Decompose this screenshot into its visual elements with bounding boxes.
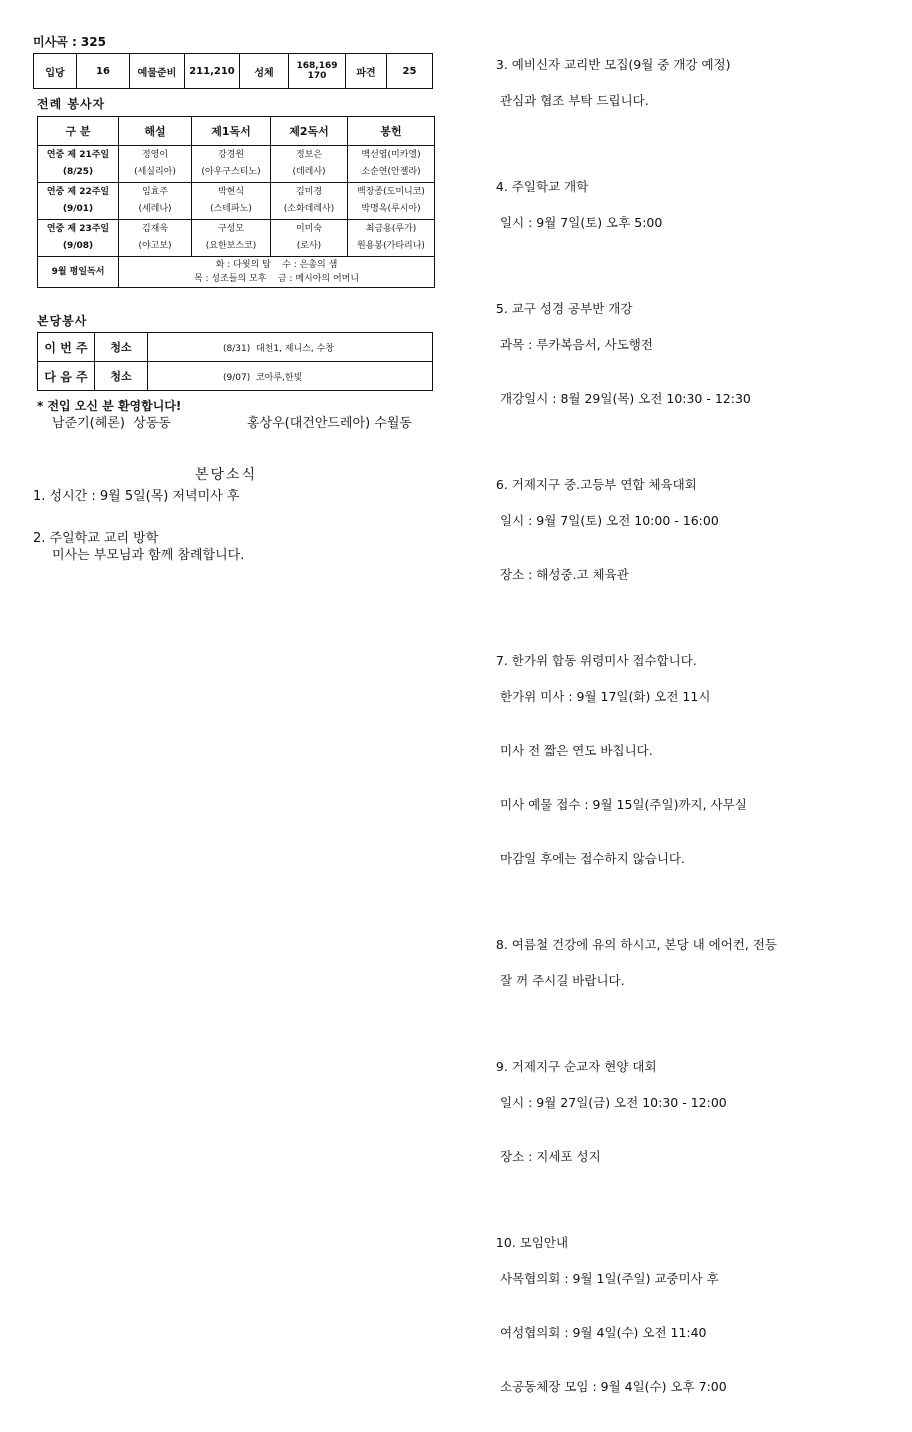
weekday-reading-line-2: 목 : 성조들의 모후 금 : 메시아의 어머니 xyxy=(193,274,360,284)
news-item-detail: 사목협의회 : 9월 1일(주일) 교중미사 후 xyxy=(500,1271,719,1286)
reader2-name: 김미경 xyxy=(295,187,323,197)
prep-value: 25 xyxy=(387,54,433,89)
prep-label: 입당 xyxy=(34,54,77,89)
weekday-reading-label: 9월 평일독서 xyxy=(38,257,119,288)
news-item-detail: 소공동체장 모임 : 9월 4일(수) 오후 7:00 xyxy=(500,1379,727,1394)
reader1-baptismal: (아우구스티노) xyxy=(201,167,261,177)
reader1-baptismal: (요한보스코) xyxy=(205,241,257,251)
news-item-detail: 잘 꺼 주시길 바랍니다. xyxy=(500,973,625,988)
news-item xyxy=(480,918,900,1026)
news-item-detail: 장소 : 지세포 성지 xyxy=(500,1149,601,1164)
prep-table xyxy=(33,53,433,89)
reader2-name: 이미숙 xyxy=(295,224,323,234)
news-item xyxy=(480,1216,900,1432)
news-item-detail: 일시 : 9월 27일(금) 오전 10:30 - 12:00 xyxy=(500,1095,727,1110)
prep-value: 211,210 xyxy=(185,54,240,89)
prep-value: 168,169 170 xyxy=(289,54,346,89)
cleaning-week: 이 번 주 xyxy=(38,333,95,362)
news-item-title: 4. 주일학교 개학 xyxy=(495,179,589,194)
welcome-person-1: 남준기(헤론) 상동동 xyxy=(52,416,171,431)
offering-person-1: 백장종(도미니코) xyxy=(357,187,425,197)
table-row xyxy=(38,362,433,391)
commentator-baptismal: (세실리아) xyxy=(134,167,176,177)
news-item xyxy=(480,1040,900,1202)
news-item xyxy=(480,160,900,268)
liturgy-title: 전례 봉사자 xyxy=(37,97,106,111)
welcome-person-2: 홍상우(대건안드레아) 수월동 xyxy=(247,416,412,431)
church-service-title: 본당봉사 xyxy=(37,314,88,328)
cleaning-week: 다 음 주 xyxy=(38,362,95,391)
commentator-name: 김재욱 xyxy=(141,224,169,234)
news-item-1: 1. 성시간 : 9월 5일(목) 저녁미사 후 xyxy=(33,489,240,504)
mass-number: 미사곡 : 325 xyxy=(33,35,106,49)
reader1-name: 구성모 xyxy=(217,224,245,234)
table-row xyxy=(38,220,435,257)
week-label: 연중 제 22주일 xyxy=(46,187,110,197)
reader2-baptismal: (데레사) xyxy=(292,167,326,177)
col-header: 봉헌 xyxy=(348,117,435,146)
table-row xyxy=(38,333,433,362)
table-row xyxy=(38,146,435,183)
cleaning-table xyxy=(37,332,433,391)
news-item-2-sub: 미사는 부모님과 함께 참례합니다. xyxy=(52,548,245,563)
liturgy-table xyxy=(37,116,435,288)
news-item-title: 9. 거제지구 순교자 현양 대회 xyxy=(495,1059,657,1074)
prep-label: 성체 xyxy=(240,54,289,89)
commentator-baptismal: (야고보) xyxy=(138,241,172,251)
news-item-detail: 일시 : 9월 7일(토) 오후 5:00 xyxy=(500,215,663,230)
news-item-title: 6. 거제지구 중.고등부 연합 체육대회 xyxy=(495,477,697,492)
reader1-name: 강경원 xyxy=(217,150,245,160)
reader1-baptismal: (스테파노) xyxy=(210,204,252,214)
offering-person-1: 최금용(루가) xyxy=(365,224,417,234)
news-item-title: 5. 교구 성경 공부반 개강 xyxy=(495,301,633,316)
reader2-name: 정보은 xyxy=(295,150,323,160)
news-title: 본당소식 xyxy=(195,467,258,483)
commentator-name: 임효주 xyxy=(141,187,169,197)
col-header: 해설 xyxy=(119,117,192,146)
week-date: (9/01) xyxy=(62,204,94,214)
col-header: 제1독서 xyxy=(192,117,271,146)
week-label: 연중 제 21주일 xyxy=(46,150,110,160)
week-date: (8/25) xyxy=(62,167,94,177)
news-item-detail: 관심과 협조 부탁 드립니다. xyxy=(500,93,649,108)
commentator-baptismal: (세레나) xyxy=(138,204,172,214)
weekday-reading-row xyxy=(38,257,435,288)
news-item-2: 2. 주일학교 교리 방학 xyxy=(33,531,159,546)
offering-person-2: 소순연(안젤라) xyxy=(361,167,421,177)
news-item-detail: 일시 : 9월 7일(토) 오전 10:00 - 16:00 xyxy=(500,513,719,528)
welcome-title: * 전입 오신 분 환영합니다! xyxy=(37,399,182,413)
weekday-reading-line-1: 화 : 다윗의 탑 수 : 은총의 샘 xyxy=(215,260,338,270)
news-item-title: 10. 모임안내 xyxy=(495,1235,569,1250)
news-item-detail: 미사 전 짧은 연도 바칩니다. xyxy=(500,743,653,758)
news-item-detail: 한가위 미사 : 9월 17일(화) 오전 11시 xyxy=(500,689,711,704)
cleaning-detail: (8/31) 대천1, 제니스, 수창 xyxy=(148,333,433,362)
reader2-baptismal: (소화데레사) xyxy=(283,204,335,214)
news-item xyxy=(480,38,900,146)
news-item-title: 8. 여름철 건강에 유의 하시고, 본당 내 에어컨, 전등 xyxy=(495,937,777,952)
news-item-detail: 개강일시 : 8월 29일(목) 오전 10:30 - 12:30 xyxy=(500,391,751,406)
table-row xyxy=(38,183,435,220)
offering-person-2: 원용봉(가타리나) xyxy=(357,241,425,251)
news-item-detail: 마감일 후에는 접수하지 않습니다. xyxy=(500,851,685,866)
news-item xyxy=(480,634,900,904)
reader1-name: 박현식 xyxy=(217,187,245,197)
news-item xyxy=(480,458,900,620)
cleaning-job: 청소 xyxy=(95,362,148,391)
news-item-title: 3. 예비신자 교리반 모집(9월 중 개강 예정) xyxy=(495,57,731,72)
news-item-detail: 과목 : 루카복음서, 사도행전 xyxy=(500,337,653,352)
week-label: 연중 제 23주일 xyxy=(46,224,110,234)
prep-label: 파견 xyxy=(346,54,387,89)
week-date: (9/08) xyxy=(62,241,94,251)
prep-label: 예물준비 xyxy=(130,54,185,89)
news-item-detail: 장소 : 해성중.고 체육관 xyxy=(500,567,629,582)
commentator-name: 정영이 xyxy=(141,150,169,160)
cleaning-detail: (9/07) 코아루,한빛 xyxy=(148,362,433,391)
news-item xyxy=(480,282,900,444)
offering-person-2: 박명옥(루시아) xyxy=(361,204,421,214)
reader2-baptismal: (로사) xyxy=(296,241,322,251)
offering-person-1: 백선엽(미카엘) xyxy=(361,150,421,160)
col-header: 제2독서 xyxy=(271,117,348,146)
news-list-right xyxy=(480,38,900,1432)
news-item-detail: 여성협의회 : 9월 4일(수) 오전 11:40 xyxy=(500,1325,707,1340)
news-item-title: 7. 한가위 합동 위령미사 접수합니다. xyxy=(495,653,697,668)
prep-value: 16 xyxy=(77,54,130,89)
news-item-detail: 미사 예물 접수 : 9월 15일(주일)까지, 사무실 xyxy=(500,797,747,812)
cleaning-job: 청소 xyxy=(95,333,148,362)
col-header: 구 분 xyxy=(38,117,119,146)
